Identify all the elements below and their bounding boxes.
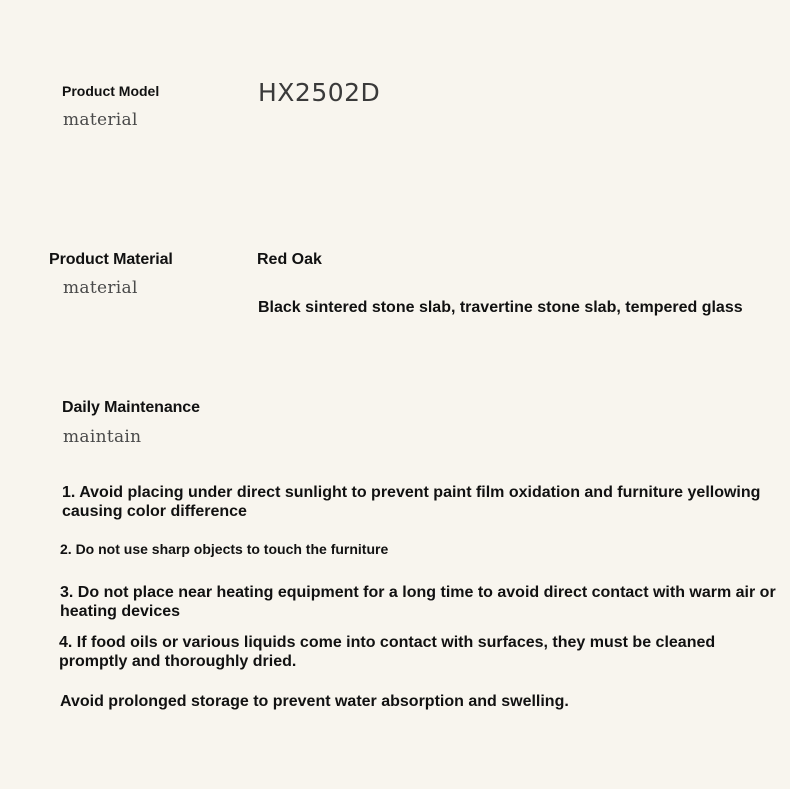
maintenance-item-4: 4. If food oils or various liquids come into contact with surfaces, they must be cleaned promptly and thoroughly dried. bbox=[59, 634, 716, 670]
daily-maintenance-sublabel: maintain bbox=[63, 427, 142, 447]
product-model-label: Product Model bbox=[62, 83, 160, 99]
material-primary-value: Red Oak bbox=[257, 251, 322, 268]
product-model-sublabel: material bbox=[63, 110, 138, 130]
daily-maintenance-label: Daily Maintenance bbox=[62, 399, 200, 416]
maintenance-item-3: 3. Do not place near heating equipment for a long time to avoid direct contact with warm air or heating devices bbox=[60, 584, 776, 620]
maintenance-item-1: 1. Avoid placing under direct sunlight to prevent paint film oxidation and furniture yellowing causing color difference bbox=[62, 484, 761, 520]
material-secondary-value: Black sintered stone slab, travertine stone slab, tempered glass bbox=[258, 299, 743, 316]
product-model-value: HX2502D bbox=[258, 78, 381, 107]
maintenance-item-5: Avoid prolonged storage to prevent water absorption and swelling. bbox=[60, 693, 569, 710]
product-material-sublabel: material bbox=[63, 278, 138, 298]
product-material-label: Product Material bbox=[49, 251, 173, 268]
maintenance-item-2: 2. Do not use sharp objects to touch the furniture bbox=[60, 541, 389, 557]
